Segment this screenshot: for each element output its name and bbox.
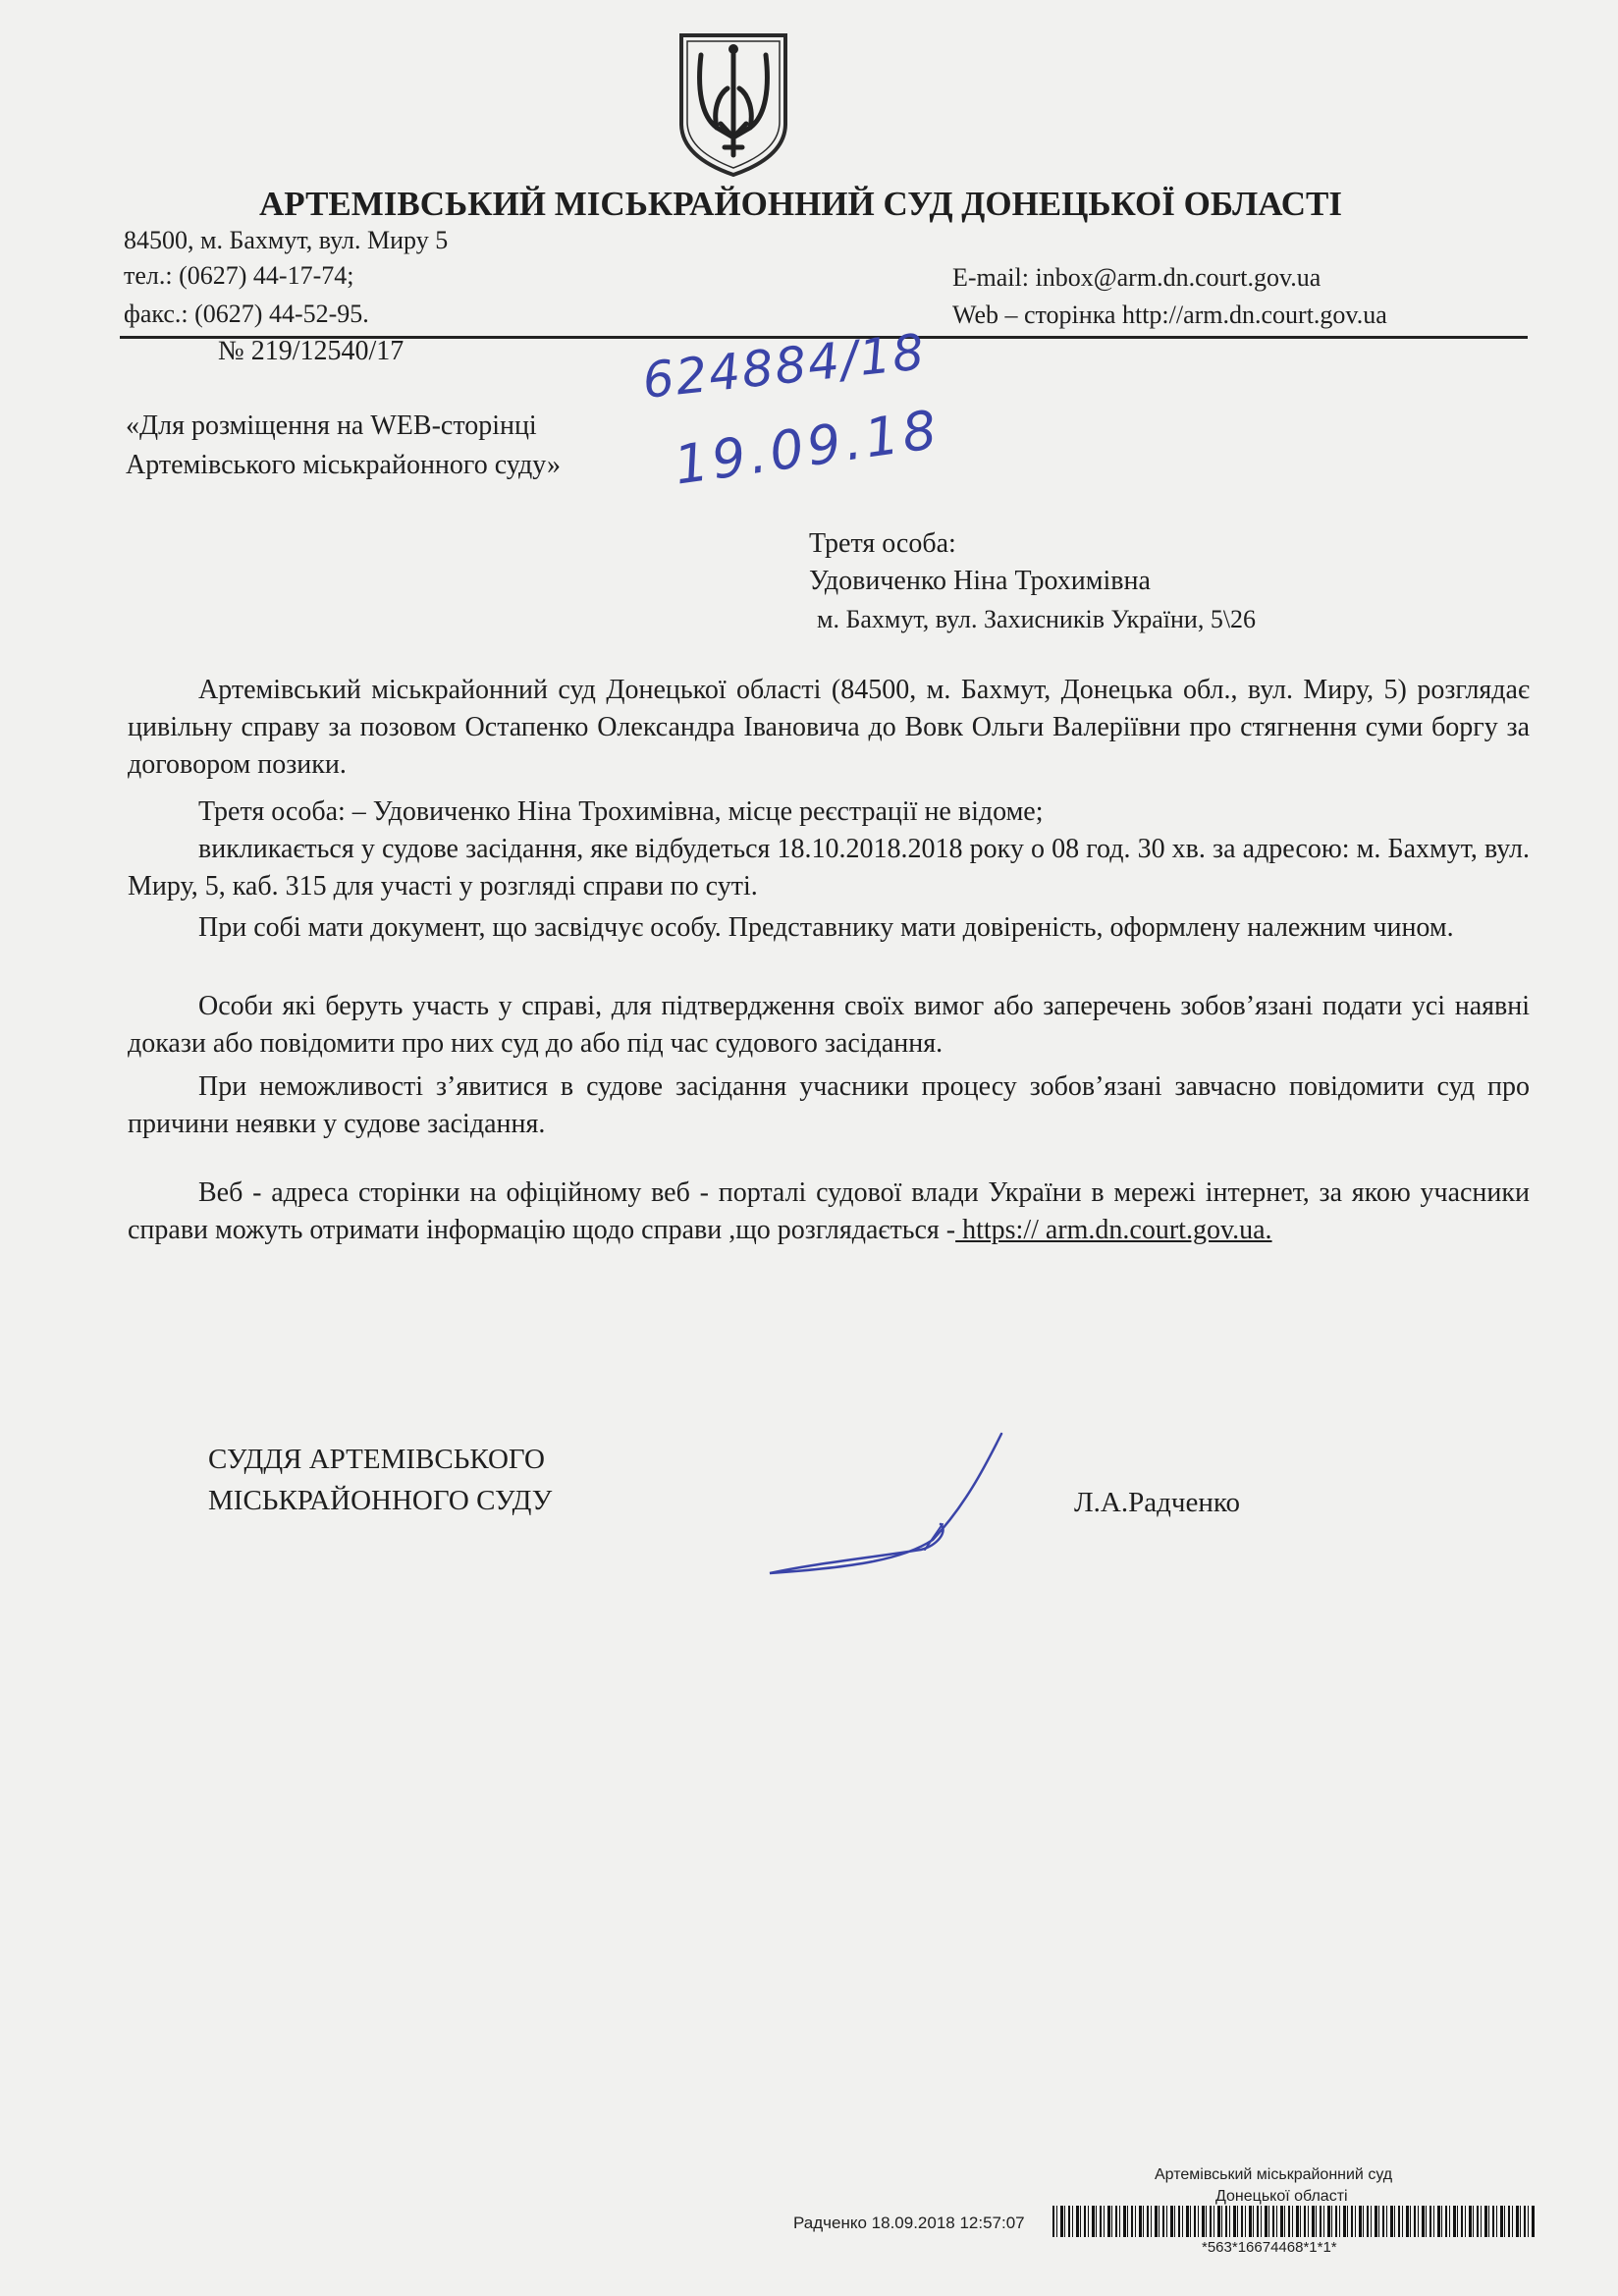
handwritten-reg-number: 624884/18 <box>639 323 929 410</box>
document-number: № 219/12540/17 <box>218 336 404 366</box>
stamp-line1: Артемівський міськрайонний суд <box>1155 2166 1393 2183</box>
court-address: 84500, м. Бахмут, вул. Миру 5 <box>124 226 449 254</box>
body-paragraph-6: При неможливості з’явитися в судове засідання учасники процесу зобов’язані завчасно повідомити суд про причини неявки у судове засідання. <box>128 1071 1530 1139</box>
court-email: E-mail: inbox@arm.dn.court.gov.ua <box>952 263 1321 292</box>
body-paragraph-7-text: Веб - адреса сторінки на офіційному веб - порталі судової влади України в мережі інтернет, за якою учасники справи можуть отримати інформацію щодо справи ,що розглядається - <box>128 1177 1530 1245</box>
judge-title-line2: МІСЬКРАЙОННОГО СУДУ <box>208 1485 553 1516</box>
court-web: Web – сторінка http://arm.dn.court.gov.ua <box>952 301 1387 329</box>
judge-name: Л.А.Радченко <box>1074 1487 1240 1518</box>
body-paragraph-5: Особи які беруть участь у справі, для підтвердження своїх вимог або заперечень зобов’язані подати усі наявні докази або повідомити про них суд до або під час судового засідання. <box>128 991 1530 1059</box>
placement-note-line2: Артемівського міськрайонного суду» <box>126 450 561 480</box>
judge-title-line1: СУДДЯ АРТЕМІВСЬКОГО <box>208 1444 545 1475</box>
body-paragraph-1: Артемівський міськрайонний суд Донецької області (84500, м. Бахмут, Донецька обл., вул. Миру, 5) розглядає цивільну справу за позовом Остапенко Олександра Івановича до Вовк Ольги Валеріївни про стягнення суми боргу за договором позики. <box>128 675 1530 780</box>
barcode <box>1052 2206 1536 2237</box>
stamp-line2: Донецької області <box>1215 2188 1348 2205</box>
signed-by-timestamp: Радченко 18.09.2018 12:57:07 <box>793 2214 1025 2232</box>
court-phone: тел.: (0627) 44-17-74; <box>124 261 354 290</box>
body-paragraph-4: При собі мати документ, що засвідчує особу. Представнику мати довіреність, оформлену належним чином. <box>198 912 1454 943</box>
placement-note-line1: «Для розміщення на WEB-сторінці <box>126 410 537 441</box>
recipient-role: Третя особа: <box>809 528 956 559</box>
coat-of-arms-icon <box>674 29 793 179</box>
body-paragraph-7 <box>128 1175 1530 1249</box>
court-website-link[interactable]: https:// arm.dn.court.gov.ua. <box>955 1215 1272 1245</box>
recipient-address: м. Бахмут, вул. Захисників України, 5\26 <box>817 605 1257 633</box>
body-paragraph-2: Третя особа: – Удовиченко Ніна Трохимівна, місце реєстрації не відоме; <box>198 796 1044 827</box>
barcode-text: *563*16674468*1*1* <box>1202 2239 1337 2256</box>
recipient-name: Удовиченко Ніна Трохимівна <box>809 566 1151 596</box>
handwritten-date: 19.09.18 <box>670 398 944 497</box>
court-name: АРТЕМІВСЬКИЙ МІСЬКРАЙОННИЙ СУД ДОНЕЦЬКОЇ ОБЛАСТІ <box>259 185 1342 223</box>
body-paragraph-3: викликається у судове засідання, яке відбудеться 18.10.2018.2018 року о 08 год. 30 хв. за адресою: м. Бахмут, вул. Миру, 5, каб. 315 для участі у розгляді справи по суті. <box>128 834 1530 902</box>
court-fax: факс.: (0627) 44-52-95. <box>124 300 369 328</box>
handwritten-signature-icon <box>756 1430 1011 1577</box>
